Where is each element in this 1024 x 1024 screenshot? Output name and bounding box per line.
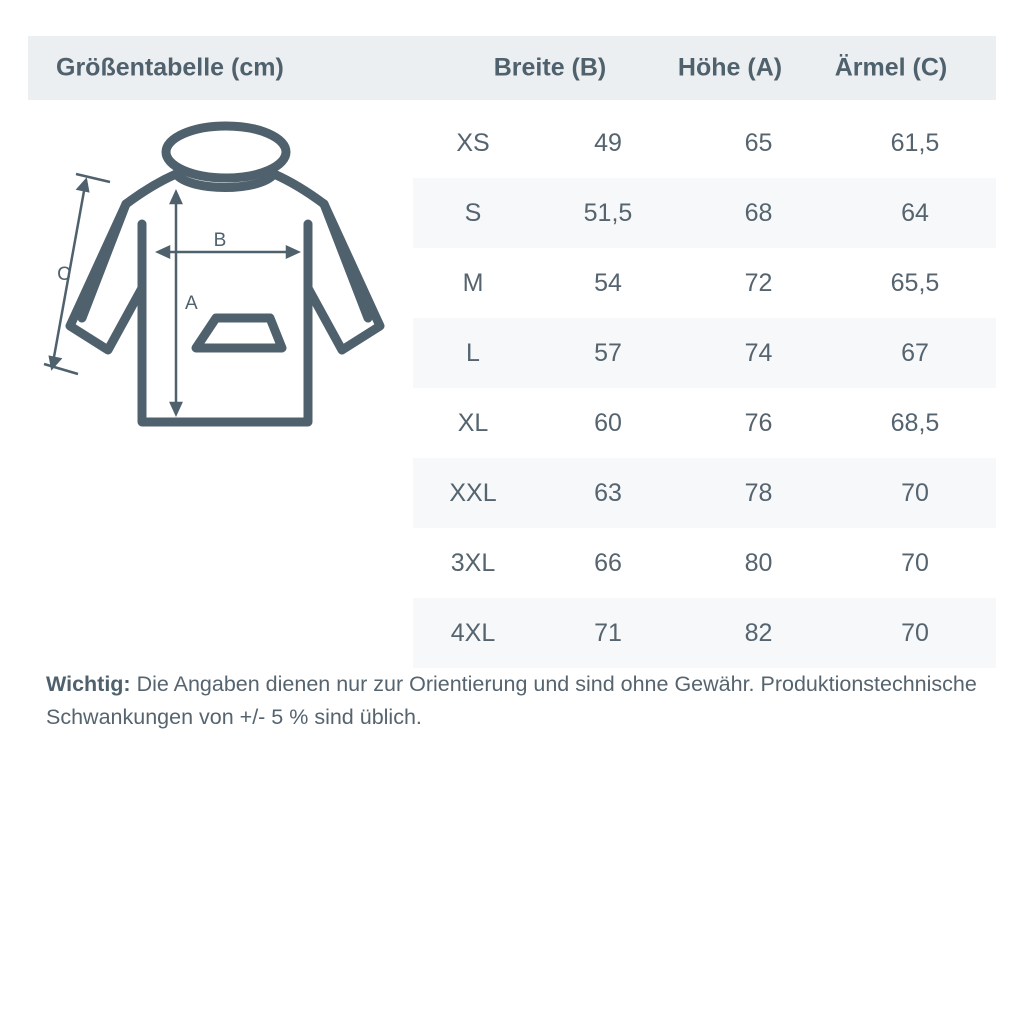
page-title: Größentabelle (cm) (56, 53, 284, 82)
table-row (413, 528, 996, 598)
table-header (28, 36, 996, 100)
cell-hoehe: 78 (744, 478, 773, 507)
cell-breite: 54 (594, 268, 622, 297)
cell-hoehe: 76 (744, 408, 773, 437)
cell-hoehe: 74 (744, 338, 773, 367)
disclaimer-label: Wichtig: (46, 672, 131, 696)
cell-size: S (464, 198, 482, 227)
cell-size: M (462, 268, 484, 297)
disclaimer-note (46, 668, 986, 734)
table-row (413, 458, 996, 528)
cell-breite: 66 (594, 548, 622, 577)
cell-hoehe: 72 (744, 268, 773, 297)
cell-aermel: 70 (901, 478, 929, 507)
cell-hoehe: 68 (744, 198, 773, 227)
cell-hoehe: 80 (744, 548, 773, 577)
cell-breite: 49 (594, 128, 622, 157)
cell-aermel: 65,5 (890, 268, 940, 297)
cell-size: L (466, 338, 480, 367)
column-header-breite: Breite (B) (493, 53, 607, 82)
table-row (413, 318, 996, 388)
cell-size: 3XL (450, 548, 496, 577)
cell-aermel: 67 (901, 338, 929, 367)
cell-aermel: 68,5 (890, 408, 940, 437)
cell-aermel: 64 (901, 198, 929, 227)
cell-breite: 57 (594, 338, 622, 367)
cell-breite: 51,5 (583, 198, 633, 227)
cell-size: XL (457, 408, 489, 437)
cell-size: XXL (449, 478, 497, 507)
table-row (413, 598, 996, 668)
cell-aermel: 70 (901, 548, 929, 577)
cell-breite: 71 (594, 618, 622, 647)
illustration-label-sleeve: C (57, 264, 71, 285)
disclaimer-text: Die Angaben dienen nur zur Orientierung und sind ohne Gewähr. Produktionstechnische Schwankungen von +/- 5 % sind üblich. (46, 672, 977, 729)
cell-breite: 60 (594, 408, 622, 437)
illustration-label-width: B (213, 230, 227, 251)
hoodie-illustration (30, 112, 410, 452)
table-row (413, 178, 996, 248)
cell-size: 4XL (450, 618, 496, 647)
cell-aermel: 70 (901, 618, 929, 647)
size-table (413, 108, 996, 668)
cell-aermel: 61,5 (890, 128, 940, 157)
column-header-aermel: Ärmel (C) (834, 53, 948, 82)
header-columns (450, 54, 972, 83)
cell-breite: 63 (594, 478, 622, 507)
illustration-label-height: A (185, 293, 198, 314)
cell-size: XS (456, 128, 490, 157)
cell-hoehe: 82 (744, 618, 773, 647)
table-row (413, 388, 996, 458)
table-row (413, 108, 996, 178)
table-row (413, 248, 996, 318)
column-header-hoehe: Höhe (A) (677, 53, 783, 82)
cell-hoehe: 65 (744, 128, 773, 157)
